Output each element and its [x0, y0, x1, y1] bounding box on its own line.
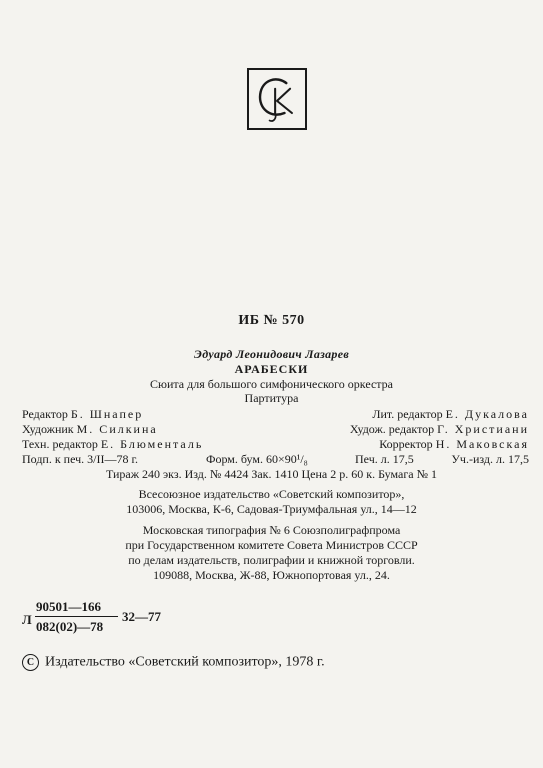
- edition-type: Партитура: [244, 391, 299, 405]
- copyright-icon: С: [22, 654, 39, 671]
- copyright-text: Издательство «Советский композитор», 1978 г.: [45, 654, 325, 670]
- art-editor-name: Г. Христиани: [437, 422, 529, 436]
- code-prefix: Л: [22, 612, 32, 627]
- tech-editor-credit: [22, 437, 203, 452]
- editor-credit: [22, 407, 143, 422]
- ib-number: ИБ № 570: [238, 313, 305, 328]
- printer-line-4: 109088, Москва, Ж-88, Южнопортовая ул., 24.: [153, 568, 390, 582]
- printer-line-1: Московская типография № 6 Союзполиграфпрома: [142, 523, 401, 537]
- printer-line-2: при Государственном комитете Совета Министров СССР: [125, 538, 418, 552]
- tech-editor-label: Техн. редактор: [22, 437, 98, 451]
- code-suffix: 32—77: [122, 609, 161, 624]
- code-denominator: 082(02)—78: [36, 619, 104, 634]
- lit-editor-credit: [372, 407, 529, 422]
- publisher-line-1: Всесоюзное издательство «Советский композитор»,: [138, 487, 405, 501]
- signed-to-print: Подп. к печ. 3/II—78 г.: [22, 452, 139, 466]
- code-fraction-bar: [35, 616, 118, 617]
- corrector-credit: [379, 437, 529, 452]
- paper-format: Форм. бум. 60×90¹/₈: [206, 452, 308, 466]
- pub-sheets: Уч.-изд. л. 17,5: [451, 452, 529, 466]
- tech-editor-name: Е. Блюменталь: [100, 437, 204, 451]
- corrector-label: Корректор: [379, 437, 433, 451]
- lit-editor-label: Лит. редактор: [372, 407, 443, 421]
- print-sheets: Печ. л. 17,5: [355, 452, 414, 466]
- editor-label: Редактор: [22, 407, 68, 421]
- author-name: Эдуард Леонидович Лазарев: [193, 347, 350, 361]
- printer-line-3: по делам издательств, полиграфии и книжной торговли.: [128, 553, 415, 567]
- work-subtitle: Сюита для большого симфонического оркестра: [150, 377, 393, 391]
- editor-name: Б. Шнапер: [70, 407, 144, 421]
- work-title: АРАБЕСКИ: [234, 362, 309, 376]
- code-numerator: 90501—166: [36, 599, 101, 614]
- print-run: Тираж 240 экз. Изд. № 4424 Зак. 1410 Цена 2 р. 60 к. Бумага № 1: [105, 467, 438, 481]
- publisher-logo: [247, 68, 307, 130]
- copyright-line: [22, 654, 325, 671]
- sk-monogram-icon: [249, 70, 305, 128]
- artist-credit: [22, 422, 158, 437]
- lit-editor-name: Е. Дукалова: [445, 407, 529, 421]
- corrector-name: Н. Маковская: [435, 437, 529, 451]
- artist-label: Художник: [22, 422, 74, 436]
- artist-name: М. Силкина: [76, 422, 158, 436]
- publisher-line-2: 103006, Москва, К-6, Садовая-Триумфальная ул., 14—12: [126, 502, 417, 516]
- art-editor-label: Худож. редактор: [349, 422, 435, 436]
- art-editor-credit: [350, 422, 529, 437]
